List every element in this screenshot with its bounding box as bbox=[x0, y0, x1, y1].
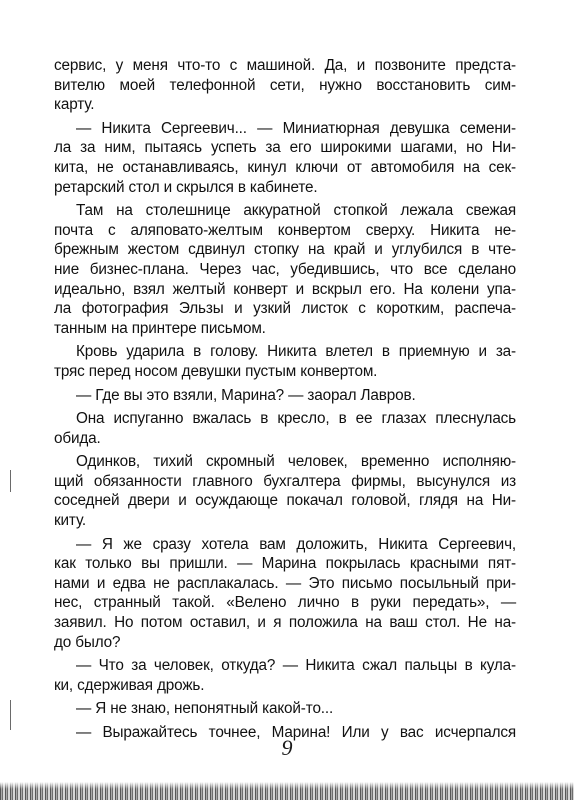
scan-margin-mark bbox=[10, 470, 11, 492]
text-line: соседней двери и осуждающе покачал головой, глядя на Ни- bbox=[54, 492, 516, 510]
text-line: брежным жестом сдвинул стопку на край и углубился в чте- bbox=[54, 241, 516, 259]
text-line: обида. bbox=[54, 429, 101, 447]
text-line: вителю моей телефонной сети, нужно восстановить сим- bbox=[54, 76, 516, 94]
body-text bbox=[54, 56, 516, 743]
text-line: тряс перед носом девушки пустым конвертом. bbox=[54, 362, 378, 380]
text-line: Она испуганно вжалась в кресло, в ее глазах плеснулась bbox=[76, 410, 516, 428]
text-line: заявил. Но потом оставил, и я положила на ваш стол. Не на- bbox=[54, 614, 516, 632]
text-line: — Что за человек, откуда? — Никита сжал пальцы в кула- bbox=[76, 657, 516, 675]
text-line: ретарский стол и скрылся в кабинете. bbox=[54, 178, 318, 196]
text-line: ла за ним, пытаясь успеть за его широкими шагами, но Ни- bbox=[54, 139, 516, 157]
text-line: — Я не знаю, непонятный какой-то... bbox=[76, 700, 334, 718]
text-line: карту. bbox=[54, 96, 95, 114]
text-line: Там на столешнице аккуратной стопкой лежала свежая bbox=[76, 202, 516, 220]
scan-margin-mark bbox=[10, 700, 11, 730]
scan-bottom-edge bbox=[0, 782, 574, 800]
text-line: ние бизнес-плана. Через час, убедившись, что все сделано bbox=[54, 260, 516, 278]
text-line: танным на принтере письмом. bbox=[54, 319, 266, 337]
text-line: идеально, взял желтый конверт и вскрыл его. На колени упа- bbox=[54, 280, 516, 298]
text-line: как только вы пришли. — Марина покрылась красными пят- bbox=[54, 555, 516, 573]
text-line: почта с аляповато-желтым конвертом сверху. Никита не- bbox=[54, 221, 516, 239]
text-line: киту. bbox=[54, 512, 87, 530]
text-line: — Где вы это взяли, Марина? — заорал Лавров. bbox=[76, 386, 416, 404]
text-line: Кровь ударила в голову. Никита влетел в приемную и за- bbox=[76, 343, 516, 361]
text-line: Одинков, тихий скромный человек, временно исполняю- bbox=[76, 453, 516, 471]
page-number: 9 bbox=[281, 735, 293, 760]
text-line: щий обязанности главного бухгалтера фирмы, высунулся из bbox=[54, 472, 516, 490]
text-line: — Никита Сергеевич... — Миниатюрная девушка семени- bbox=[76, 119, 516, 137]
text-line: ла фотография Эльзы и узкий листок с коротким, распеча- bbox=[54, 300, 516, 318]
text-line: — Я же сразу хотела вам доложить, Никита Сергеевич, bbox=[76, 535, 516, 553]
text-line: сервис, у меня что-то с машиной. Да, и позвоните предста- bbox=[54, 57, 516, 74]
text-line: нес, странный такой. «Велено лично в руки передать», — bbox=[54, 594, 516, 612]
text-line: ки, сдерживая дрожь. bbox=[54, 676, 205, 694]
text-line: — Выражайтесь точнее, Марина! Или у вас исчерпался bbox=[76, 724, 516, 741]
text-line: до было? bbox=[54, 633, 121, 651]
text-line: нами и едва не расплакалась. — Это письмо посыльный при- bbox=[54, 574, 516, 592]
text-line: кита, не останавливаясь, кинул ключи от автомобиля на сек- bbox=[54, 158, 516, 176]
